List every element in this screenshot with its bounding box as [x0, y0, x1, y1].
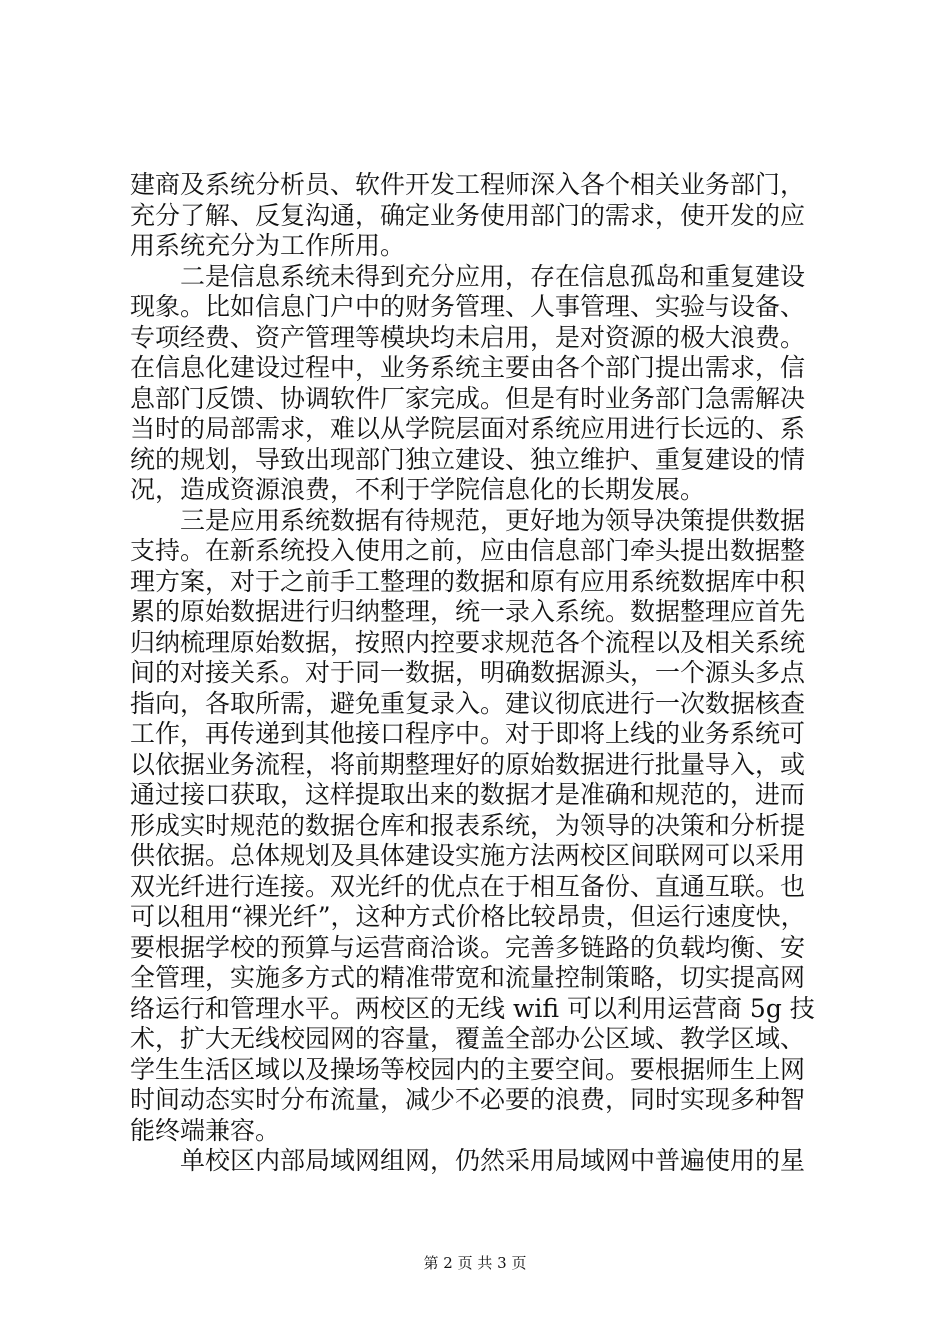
- body-text-line: 单校区内部局域网组网，仍然采用局域网中普遍使用的星: [130, 1146, 806, 1175]
- body-text-line: 专项经费、资产管理等模块均未启用，是对资源的极大浪费。: [130, 322, 806, 352]
- body-text-line: 二是信息系统未得到充分应用，存在信息孤岛和重复建设: [130, 261, 806, 291]
- body-text-line: 时间动态实时分布流量，减少不必要的浪费，同时实现多种智: [130, 1085, 806, 1114]
- body-text-line: 三是应用系统数据有待规范，更好地为领导决策提供数据: [130, 505, 806, 535]
- body-text-line: 建商及系统分析员、软件开发工程师深入各个相关业务部门，: [130, 170, 806, 199]
- body-text-line: 工作，再传递到其他接口程序中。对于即将上线的业务系统可: [130, 719, 806, 748]
- body-text-line: 要根据学校的预算与运营商洽谈。完善多链路的负载均衡、安: [130, 932, 806, 962]
- body-text-line: 现象。比如信息门户中的财务管理、人事管理、实验与设备、: [130, 292, 806, 321]
- page-footer: 第 2 页 共 3 页: [423, 1254, 527, 1272]
- body-text-line: 理方案，对于之前手工整理的数据和原有应用系统数据库中积: [130, 566, 806, 596]
- body-text-line: 在信息化建设过程中，业务系统主要由各个部门提出需求，信: [130, 353, 806, 382]
- body-text-line: 形成实时规范的数据仓库和报表系统，为领导的决策和分析提: [130, 810, 806, 840]
- body-text-line: 以依据业务流程，将前期整理好的原始数据进行批量导入，或: [130, 749, 806, 779]
- body-text-line: 况，造成资源浪费，不利于学院信息化的长期发展。: [130, 475, 706, 504]
- body-text-line: 充分了解、反复沟通，确定业务使用部门的需求，使开发的应: [130, 200, 806, 230]
- body-text-line: 可以租用“裸光纤”，这种方式价格比较昂贵，但运行速度快，: [130, 902, 806, 931]
- body-text-line: 术，扩大无线校园网的容量，覆盖全部办公区域、教学区域、: [130, 1024, 806, 1053]
- body-text-line: 络运行和管理水平。两校区的无线 wifi 可以利用运营商 5g 技: [130, 993, 815, 1023]
- body-text-line: 当时的局部需求，难以从学院层面对系统应用进行长远的、系: [130, 414, 806, 443]
- body-text-line: 供依据。总体规划及具体建设实施方法两校区间联网可以采用: [130, 841, 806, 870]
- body-text-line: 学生生活区域以及操场等校园内的主要空间。要根据师生上网: [130, 1054, 806, 1084]
- body-text-line: 能终端兼容。: [130, 1115, 281, 1145]
- body-text-line: 累的原始数据进行归纳整理，统一录入系统。数据整理应首先: [130, 597, 806, 626]
- body-text-line: 间的对接关系。对于同一数据，明确数据源头，一个源头多点: [130, 658, 806, 687]
- body-text-line: 统的规划，导致出现部门独立建设、独立维护、重复建设的情: [130, 444, 806, 474]
- body-text-line: 支持。在新系统投入使用之前，应由信息部门牵头提出数据整: [130, 536, 806, 565]
- body-text-line: 双光纤进行连接。双光纤的优点在于相互备份、直通互联。也: [130, 871, 806, 901]
- body-text-line: 全管理，实施多方式的精准带宽和流量控制策略，切实提高网: [130, 963, 806, 992]
- body-text-line: 通过接口获取，这样提取出来的数据才是准确和规范的，进而: [130, 780, 806, 809]
- body-text-line: 息部门反馈、协调软件厂家完成。但是有时业务部门急需解决: [130, 383, 806, 413]
- body-text-line: 用系统充分为工作所用。: [130, 231, 406, 260]
- body-text-line: 归纳梳理原始数据，按照内控要求规范各个流程以及相关系统: [130, 627, 806, 657]
- body-text-line: 指向，各取所需，避免重复录入。建议彻底进行一次数据核查: [130, 688, 806, 718]
